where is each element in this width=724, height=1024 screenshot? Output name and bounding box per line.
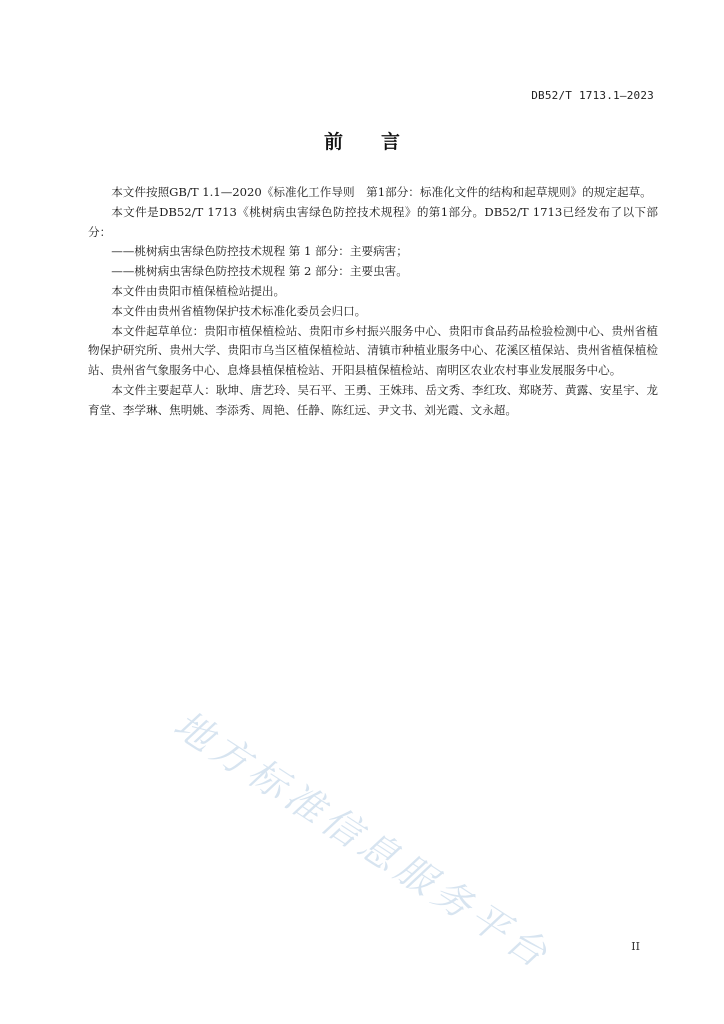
watermark: 地方标准信息服务平台: [166, 701, 560, 979]
paragraph-proposer: 本文件由贵阳市植保植检站提出。: [111, 283, 286, 298]
page-number: II: [631, 940, 640, 953]
paragraph-drafting-basis: 本文件按照GB/T 1.1—2020《标准化工作导则 第1部分：标准化文件的结构和起草规则》的规定起草。: [111, 185, 652, 199]
paragraph-series-info: 本文件是DB52/T 1713《桃树病虫害绿色防控技术规程》的第1部分。DB52/T 1713已经发布了以下部分：: [88, 204, 658, 239]
document-code: DB52/T 1713.1—2023: [531, 89, 654, 102]
paragraph-responsible-committee: 本文件由贵州省植物保护技术标准化委员会归口。: [111, 303, 367, 318]
foreword-body: [88, 183, 658, 421]
list-item-part-1: ——桃树病虫害绿色防控技术规程 第 1 部分：主要病害；: [111, 244, 408, 259]
paragraph-drafting-units: 本文件起草单位：贵阳市植保植检站、贵阳市乡村振兴服务中心、贵阳市食品药品检验检测中心、贵州省植物保护研究所、贵州大学、贵阳市乌当区植保植检站、清镇市种植业服务中心、花溪区植保站、贵州省植保植检站、贵州省气象服务中心、息烽县植保植检站、开阳县植保植检站、南明区农业农村事业发展服务中心。: [88, 323, 658, 378]
list-item-part-2: ——桃树病虫害绿色防控技术规程 第 2 部分：主要虫害。: [111, 264, 408, 279]
page-title: 前言: [323, 131, 438, 153]
paragraph-drafters: 本文件主要起草人：耿坤、唐艺玲、吴石平、王勇、王姝玮、岳文秀、李红玫、郑晓芳、黄露、安星宇、龙育堂、李学琳、焦明姚、李添秀、周艳、任静、陈红远、尹文书、刘光霞、文永超。: [88, 382, 658, 417]
